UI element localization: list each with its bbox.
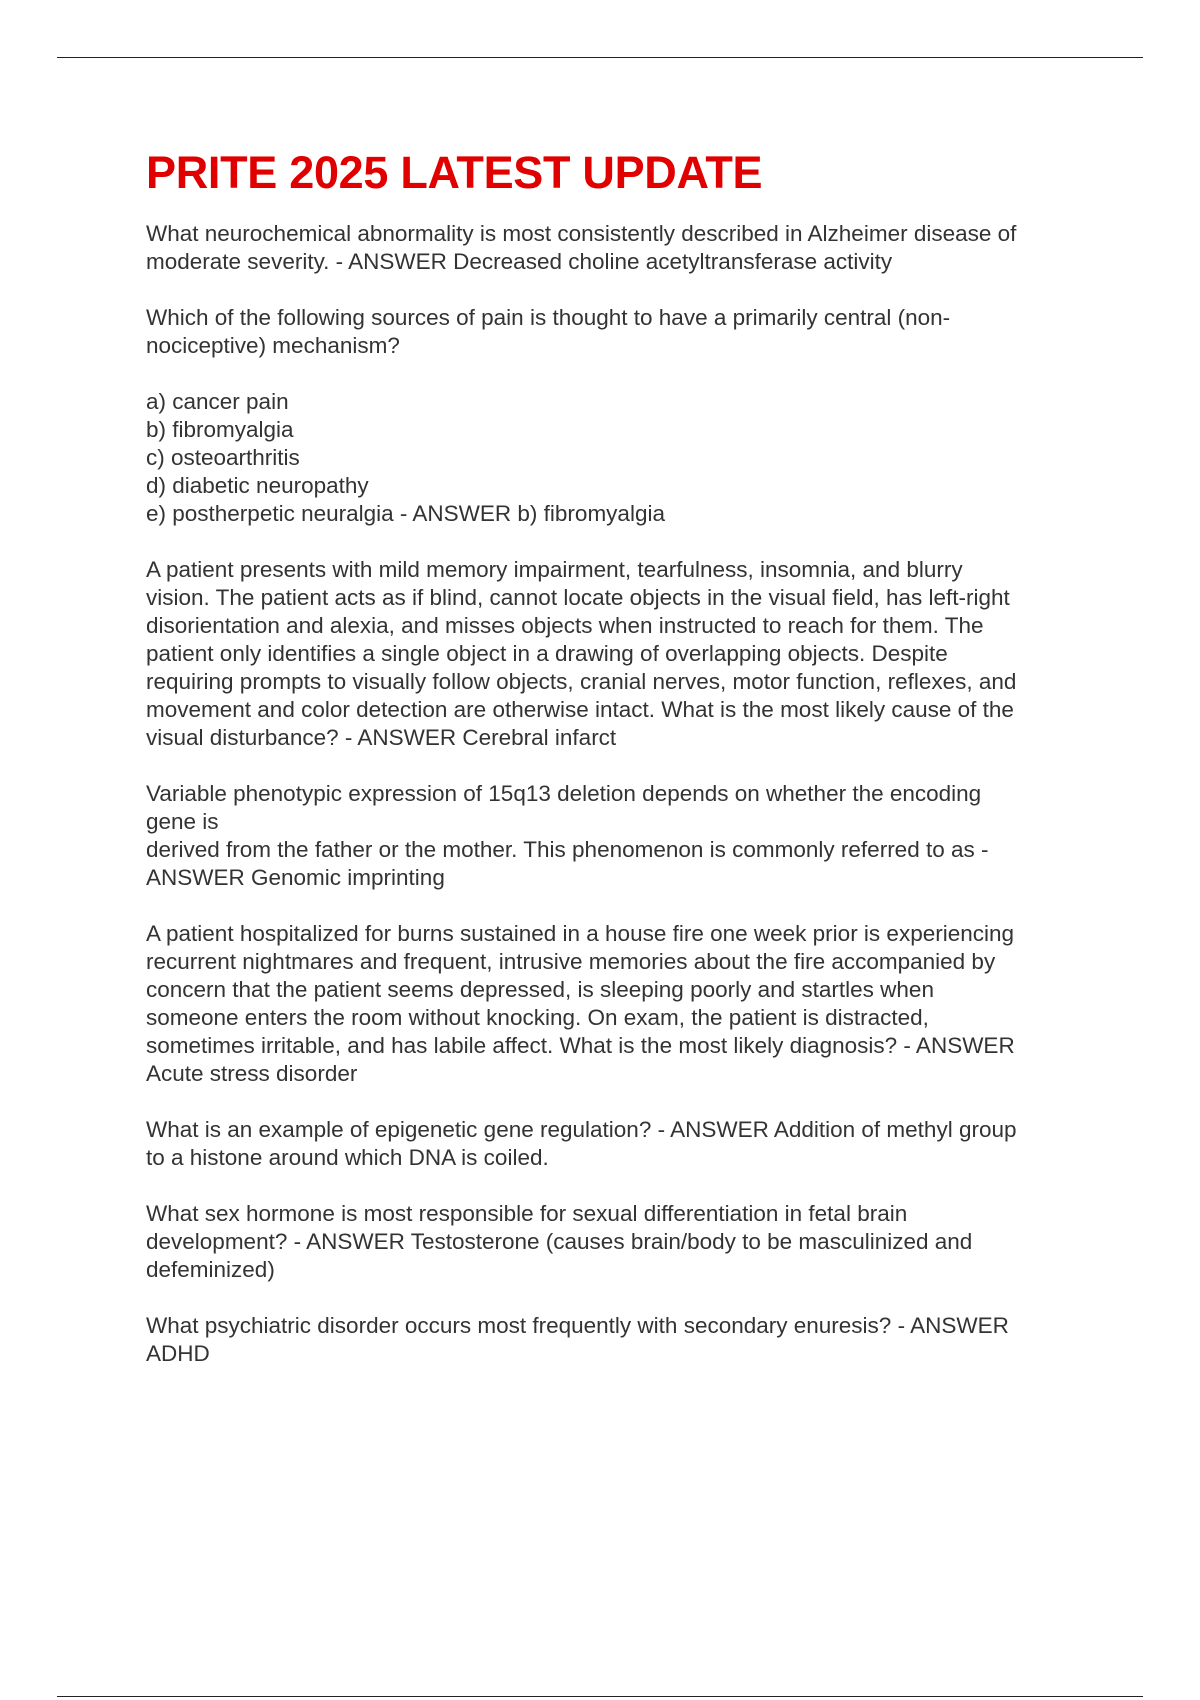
qa-paragraph bbox=[146, 1116, 1096, 1172]
text-line: visual disturbance? - ANSWER Cerebral infarct bbox=[146, 725, 617, 750]
text-line: someone enters the room without knocking. On exam, the patient is distracted, bbox=[146, 1005, 929, 1030]
text-line: moderate severity. - ANSWER Decreased choline acetyltransferase activity bbox=[146, 249, 893, 274]
text-line: c) osteoarthritis bbox=[146, 445, 300, 470]
text-line: patient only identifies a single object in a drawing of overlapping objects. Despite bbox=[146, 641, 948, 666]
text-line: concern that the patient seems depressed, is sleeping poorly and startles when bbox=[146, 977, 934, 1002]
text-line: nociceptive) mechanism? bbox=[146, 333, 400, 358]
text-line: ADHD bbox=[146, 1341, 210, 1366]
text-line: recurrent nightmares and frequent, intrusive memories about the fire accompanied by bbox=[146, 949, 996, 974]
text-line: sometimes irritable, and has labile affect. What is the most likely diagnosis? - ANSWER bbox=[146, 1033, 1015, 1058]
text-line: a) cancer pain bbox=[146, 389, 289, 414]
text-line: to a histone around which DNA is coiled. bbox=[146, 1145, 549, 1170]
qa-paragraph bbox=[146, 1200, 1096, 1284]
text-line: A patient presents with mild memory impairment, tearfulness, insomnia, and blurry bbox=[146, 557, 963, 582]
qa-paragraph bbox=[146, 920, 1096, 1088]
qa-paragraph bbox=[146, 388, 1096, 528]
text-line: requiring prompts to visually follow objects, cranial nerves, motor function, reflexes, and bbox=[146, 669, 1017, 694]
text-line: e) postherpetic neuralgia - ANSWER b) fibromyalgia bbox=[146, 501, 665, 526]
text-line: What is an example of epigenetic gene regulation? - ANSWER Addition of methyl group bbox=[146, 1117, 1017, 1142]
qa-list bbox=[146, 220, 1096, 1368]
text-line: disorientation and alexia, and misses objects when instructed to reach for them. The bbox=[146, 613, 984, 638]
text-line: movement and color detection are otherwise intact. What is the most likely cause of the bbox=[146, 697, 1014, 722]
text-line: ANSWER Genomic imprinting bbox=[146, 865, 445, 890]
text-line: b) fibromyalgia bbox=[146, 417, 294, 442]
qa-paragraph bbox=[146, 304, 1096, 360]
text-line: gene is bbox=[146, 809, 219, 834]
text-line: Acute stress disorder bbox=[146, 1061, 358, 1086]
text-line: vision. The patient acts as if blind, cannot locate objects in the visual field, has left-right bbox=[146, 585, 1010, 610]
text-line: What sex hormone is most responsible for sexual differentiation in fetal brain bbox=[146, 1201, 908, 1226]
document-title: PRITE 2025 LATEST UPDATE bbox=[146, 147, 763, 198]
text-line: A patient hospitalized for burns sustained in a house fire one week prior is experiencing bbox=[146, 921, 1015, 946]
bottom-divider-line bbox=[57, 1696, 1143, 1697]
document-body bbox=[146, 146, 1096, 1396]
text-line: d) diabetic neuropathy bbox=[146, 473, 369, 498]
qa-paragraph bbox=[146, 1312, 1096, 1368]
text-line: Which of the following sources of pain is thought to have a primarily central (non- bbox=[146, 305, 951, 330]
qa-paragraph bbox=[146, 220, 1096, 276]
qa-paragraph bbox=[146, 556, 1096, 752]
text-line: Variable phenotypic expression of 15q13 deletion depends on whether the encoding bbox=[146, 781, 982, 806]
text-line: derived from the father or the mother. This phenomenon is commonly referred to as - bbox=[146, 837, 989, 862]
qa-paragraph bbox=[146, 780, 1096, 892]
text-line: What psychiatric disorder occurs most frequently with secondary enuresis? - ANSWER bbox=[146, 1313, 1009, 1338]
top-divider-line bbox=[57, 57, 1143, 58]
text-line: What neurochemical abnormality is most consistently described in Alzheimer disease of bbox=[146, 221, 1017, 246]
text-line: development? - ANSWER Testosterone (causes brain/body to be masculinized and bbox=[146, 1229, 973, 1254]
text-line: defeminized) bbox=[146, 1257, 275, 1282]
